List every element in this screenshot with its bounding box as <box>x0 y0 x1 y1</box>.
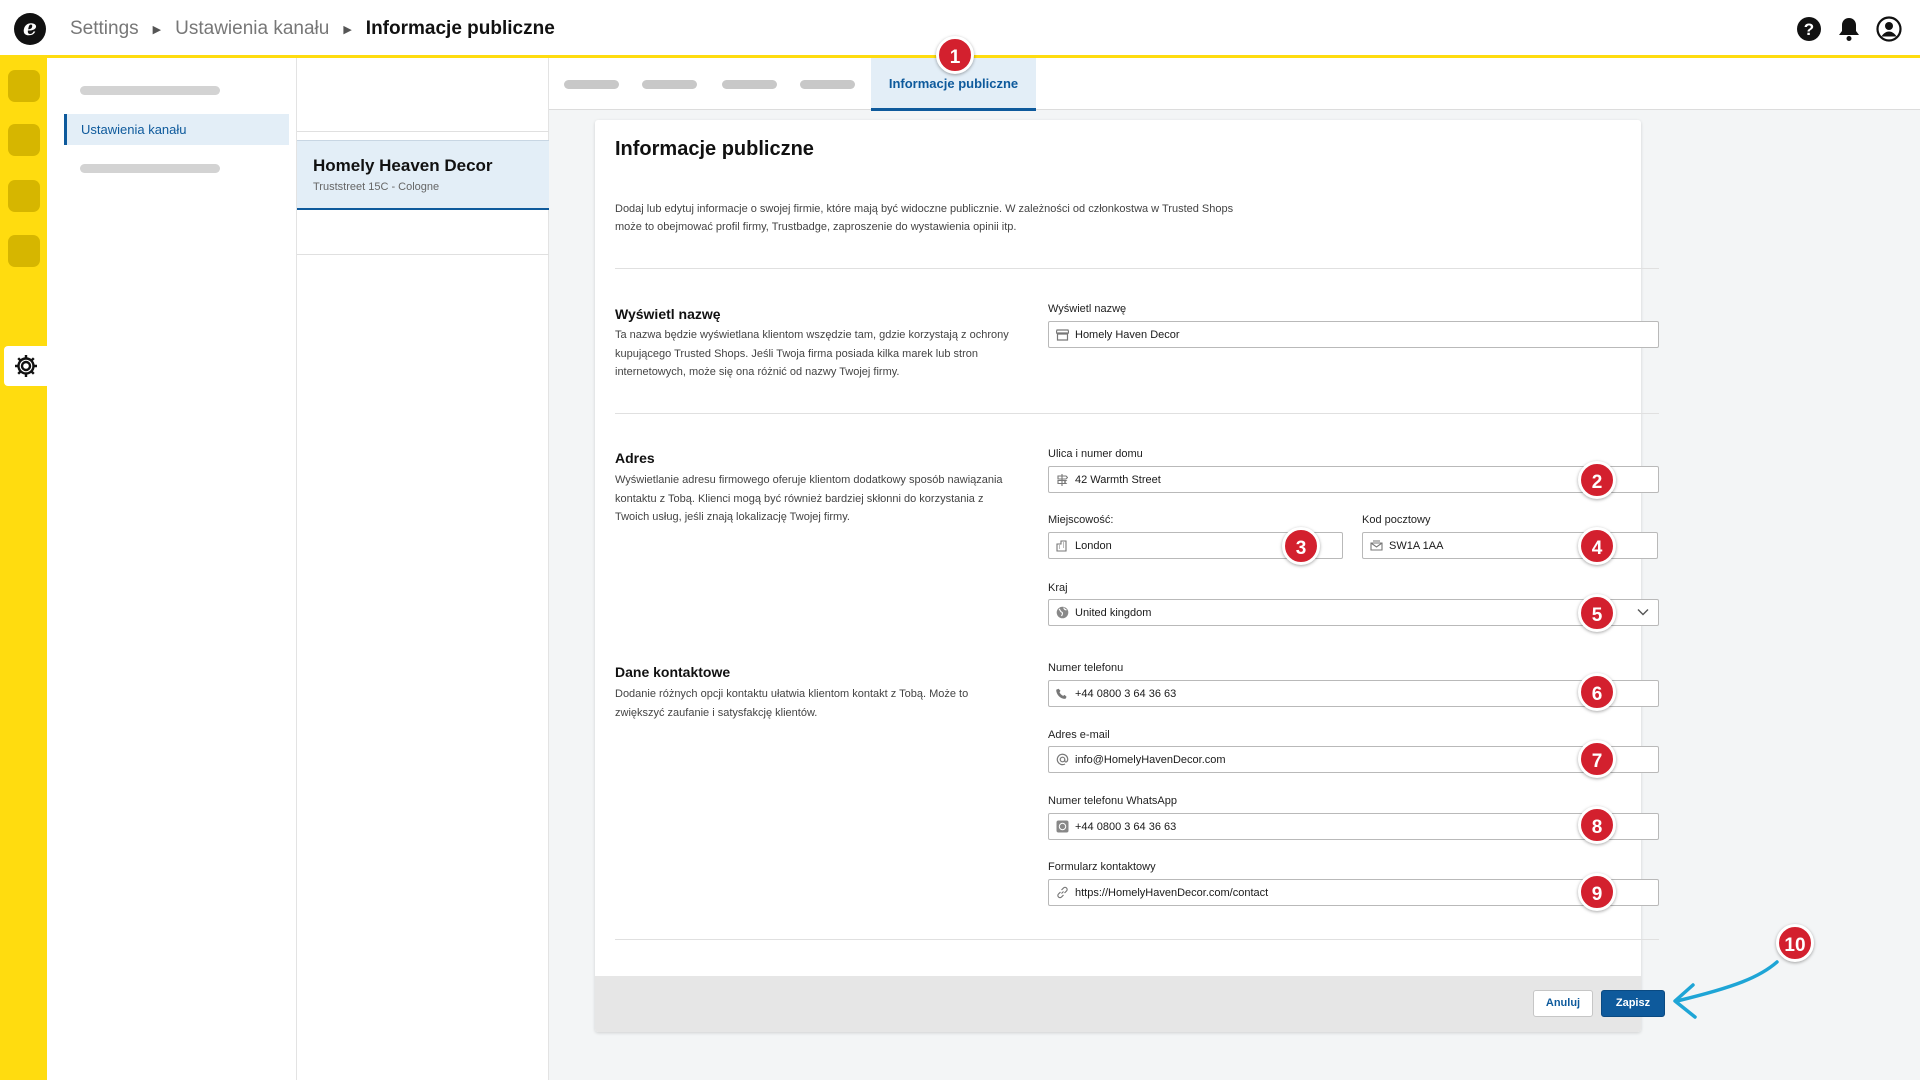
city-building-icon <box>1049 533 1075 558</box>
svg-text:?: ? <box>1803 20 1815 39</box>
shop-card-selected[interactable] <box>297 140 549 210</box>
section-divider <box>615 939 1659 940</box>
annotation-badge-8: 8 <box>1578 806 1616 844</box>
at-sign-icon <box>1049 747 1075 772</box>
whatsapp-icon <box>1049 814 1075 839</box>
annotation-badge-2: 2 <box>1578 461 1616 499</box>
shop-list-divider <box>297 254 549 255</box>
section-title-address: Adres <box>615 450 655 466</box>
display-name-label: Wyświetl nazwę <box>1048 303 1127 315</box>
display-name-value: Homely Haven Decor <box>1075 328 1180 341</box>
annotation-badge-4: 4 <box>1578 527 1616 565</box>
mailbox-icon <box>1363 533 1389 558</box>
card-footer <box>595 976 1651 1032</box>
country-label: Kraj <box>1048 582 1068 594</box>
annotation-badge-9: 9 <box>1578 873 1616 911</box>
card-description: Dodaj lub edytuj informacje o swojej firmie, które mają być widoczne publicznie. W zależności od członkostwa w Trusted Shops może to obejmować profil firmy, Trustbadge, zaproszenie do wystawienia opinii itp. <box>615 203 1234 233</box>
nav-placeholder-2 <box>80 164 220 173</box>
annotation-badge-10: 10 <box>1776 924 1814 962</box>
tab-placeholder-1[interactable] <box>564 80 619 89</box>
tab-bar <box>549 58 1920 110</box>
phone-value: +44 0800 3 64 36 63 <box>1075 687 1177 700</box>
display-name-field[interactable] <box>1048 321 1659 348</box>
breadcrumb-separator-icon: ▶ <box>343 23 352 36</box>
shop-name: Homely Heaven Decor <box>313 156 493 175</box>
street-field[interactable] <box>1048 466 1659 493</box>
email-field[interactable] <box>1048 746 1659 773</box>
rail-nav-button-2[interactable] <box>8 124 40 156</box>
section-desc-display-name: Ta nazwa będzie wyświetlana klientom wszędzie tam, gdzie korzystają z ochrony kupującego Trusted Shops. Jeśli Twoja firma posiada kilka marek lub stron internetowych, może się ona różnić od nazwy Twojej firmy. <box>615 329 1009 378</box>
signpost-icon <box>1049 467 1075 492</box>
tab-placeholder-4[interactable] <box>800 80 855 89</box>
logo-letter: e <box>23 15 37 41</box>
annotation-badge-6: 6 <box>1578 673 1616 711</box>
street-label: Ulica i numer domu <box>1048 448 1143 460</box>
settings-nav <box>47 58 297 1080</box>
section-title-display-name: Wyświetl nazwę <box>615 306 721 322</box>
link-icon <box>1049 880 1075 905</box>
nav-placeholder-1 <box>80 86 220 95</box>
contact-form-field[interactable] <box>1048 879 1659 906</box>
breadcrumb-current: Informacje publiczne <box>365 18 555 39</box>
phone-field[interactable] <box>1048 680 1659 707</box>
shop-list-divider <box>297 131 549 132</box>
section-desc-address: Wyświetlanie adresu firmowego oferuje klientom dodatkowy sposób nawiązania kontaktu z Tobą. Klienci mogą być również bardziej skłonni do korzystania z Twoich usług, jeśli znają lokalizację Twojej firmy. <box>615 474 1003 523</box>
shop-address: Truststreet 15C - Cologne <box>313 181 440 193</box>
app-logo[interactable] <box>14 13 46 45</box>
rail-nav-button-1[interactable] <box>8 70 40 102</box>
rail-settings-button[interactable] <box>4 346 47 386</box>
zip-value: SW1A 1AA <box>1389 539 1444 552</box>
store-icon <box>1049 322 1075 347</box>
tab-placeholder-2[interactable] <box>642 80 697 89</box>
chevron-down-icon[interactable] <box>1636 605 1650 624</box>
whatsapp-value: +44 0800 3 64 36 63 <box>1075 820 1177 833</box>
nav-item-channel-settings[interactable]: Ustawienia kanału <box>64 114 289 145</box>
breadcrumb-separator-icon: ▶ <box>152 23 162 36</box>
annotation-badge-1: 1 <box>936 36 974 74</box>
gear-icon <box>13 353 39 379</box>
tab-placeholder-3[interactable] <box>722 80 777 89</box>
breadcrumb-settings[interactable]: Settings <box>70 18 139 39</box>
section-title-contact: Dane kontaktowe <box>615 664 731 680</box>
rail-nav-button-4[interactable] <box>8 235 40 267</box>
bell-icon[interactable] <box>1836 16 1862 42</box>
annotation-badge-3: 3 <box>1282 527 1320 565</box>
email-value: info@HomelyHavenDecor.com <box>1075 753 1226 766</box>
cancel-button[interactable]: Anuluj <box>1533 990 1593 1017</box>
country-select[interactable] <box>1048 599 1659 626</box>
city-label: Miejscowość: <box>1048 514 1114 526</box>
breadcrumb <box>70 18 555 40</box>
whatsapp-label: Numer telefonu WhatsApp <box>1048 795 1178 807</box>
email-label: Adres e-mail <box>1048 729 1110 741</box>
save-button[interactable]: Zapisz <box>1601 990 1665 1017</box>
whatsapp-field[interactable] <box>1048 813 1659 840</box>
zip-label: Kod pocztowy <box>1362 514 1431 526</box>
contact-form-value: https://HomelyHavenDecor.com/contact <box>1075 886 1269 899</box>
shop-list <box>297 58 549 1080</box>
globe-icon <box>1049 600 1075 625</box>
phone-icon <box>1049 681 1075 706</box>
section-desc-contact: Dodanie różnych opcji kontaktu ułatwia klientom kontakt z Tobą. Może to zwiększyć zaufanie i satysfakcję klientów. <box>615 688 969 719</box>
section-divider <box>615 268 1659 269</box>
card-title: Informacje publiczne <box>615 138 814 160</box>
phone-label: Numer telefonu <box>1048 662 1124 674</box>
section-divider <box>615 413 1659 414</box>
country-value: United kingdom <box>1075 606 1152 619</box>
annotation-badge-5: 5 <box>1578 594 1616 632</box>
user-account-icon[interactable] <box>1876 16 1902 42</box>
contact-form-label: Formularz kontaktowy <box>1048 861 1156 873</box>
rail-nav-button-3[interactable] <box>8 180 40 212</box>
main-content <box>549 58 1920 1080</box>
help-icon[interactable] <box>1796 16 1822 42</box>
annotation-badge-7: 7 <box>1578 740 1616 778</box>
street-value: 42 Warmth Street <box>1075 473 1161 486</box>
city-value: London <box>1075 539 1112 552</box>
public-info-card <box>595 120 1651 1032</box>
left-rail <box>0 58 47 1080</box>
tab-public-info[interactable]: Informacje publiczne <box>871 58 1036 111</box>
breadcrumb-channel-settings[interactable]: Ustawienia kanału <box>175 18 330 39</box>
annotation-arrow-icon <box>1665 955 1785 1025</box>
